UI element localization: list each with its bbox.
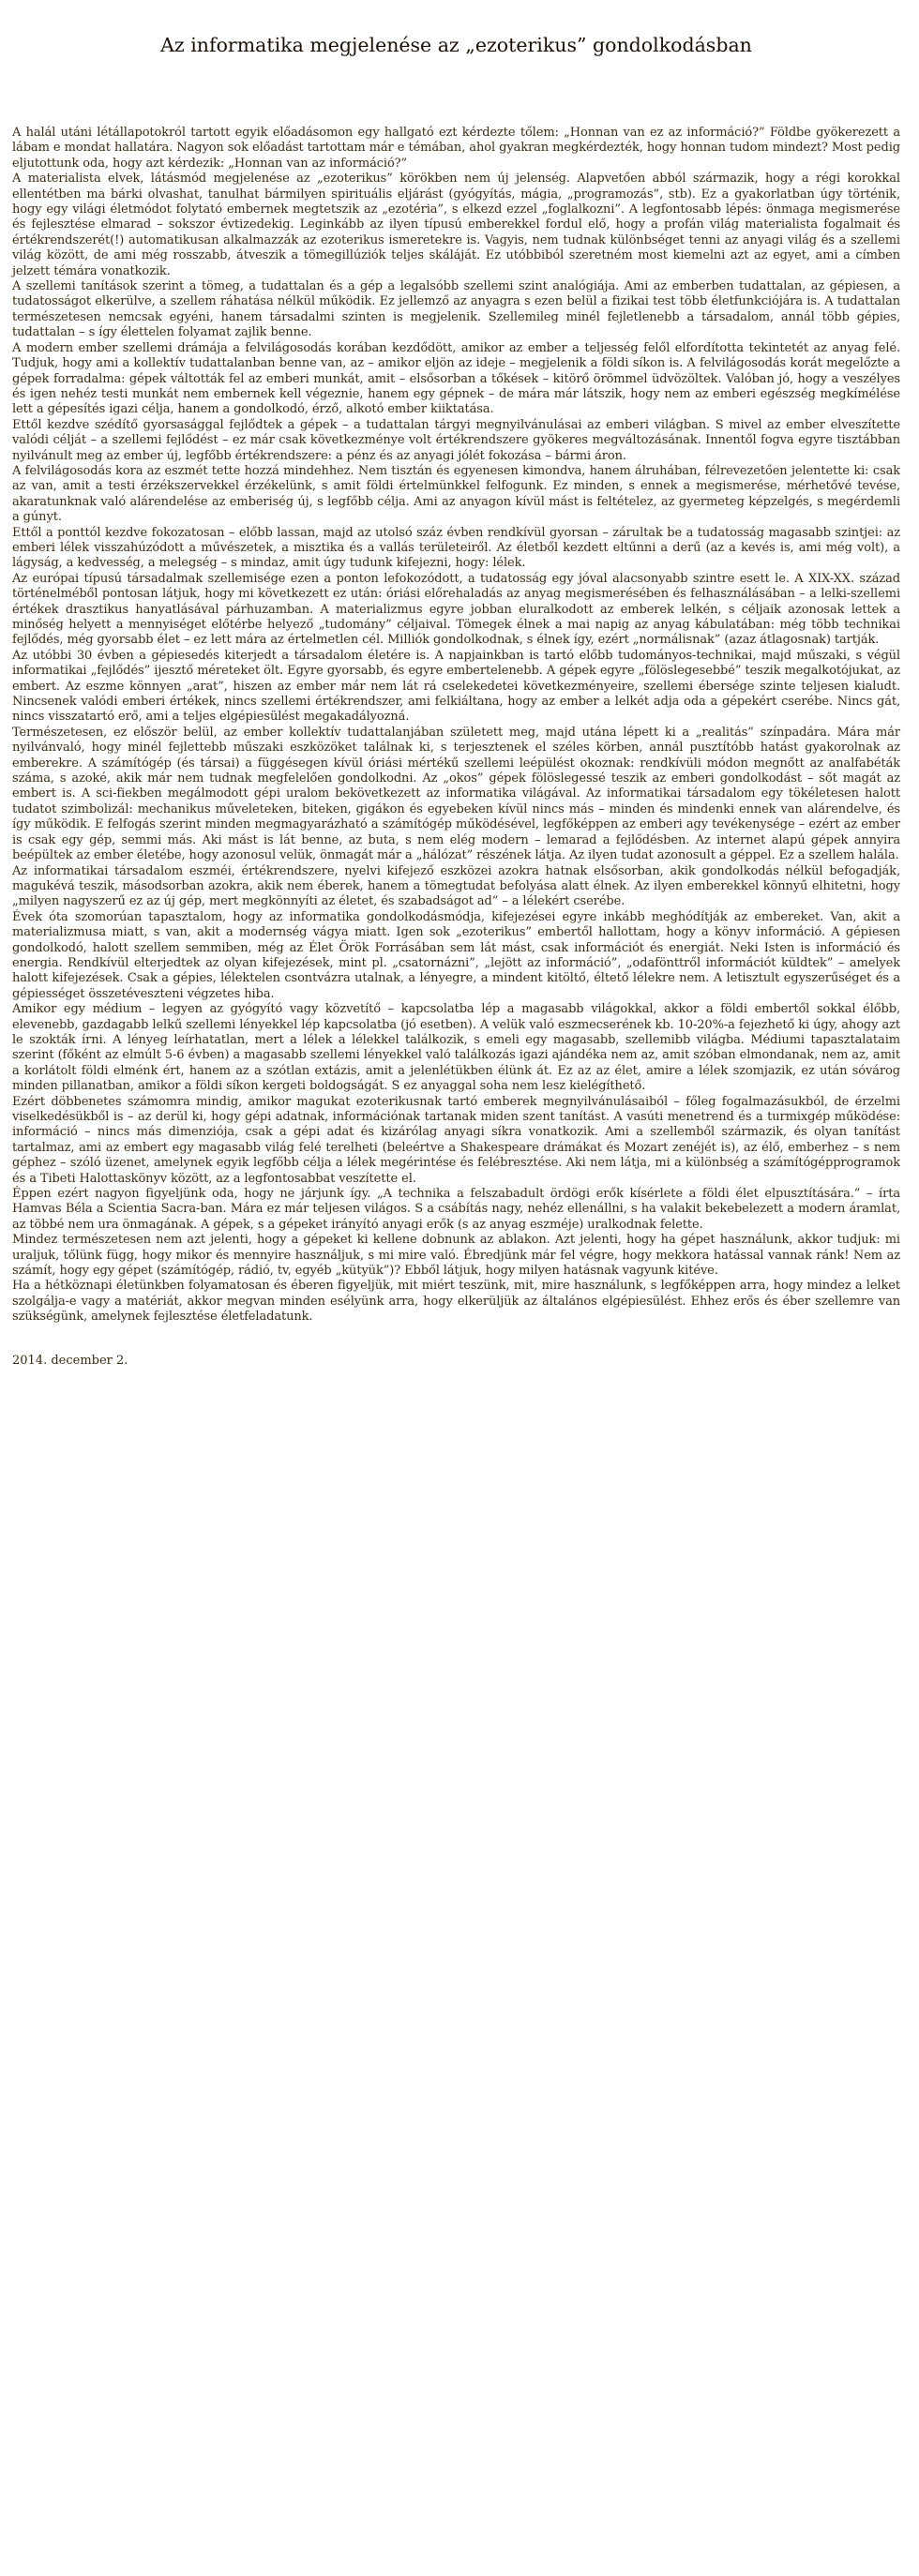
paragraph: Ezért döbbenetes számomra mindig, amikor magukat ezoterikusnak tartó emberek megnyilvánulásaiból – főleg fogalmazásukból, de érzelmi viselkedésükből is – az derül ki, hogy gépi adatnak, információnak tartanak miden szent tanítást. A vasúti menetrend és a turmixgép működése: információ – nincs más dimenziója, csak a gépi adat és kizárólag anyagi síkra vonatkozik. Ami a szellemből származik, és olyan tanítást tartalmaz, ami az embert egy magasabb világ felé terelheti (beleértve a Shakespeare drámákat és Mozart zenéjét is), az élő, emberhez – s nem géphez – szóló üzenet, amelynek egyik legfőbb célja a lélek megérintése és felébresztése. Aki nem látja, mi a különbség a számítógépprogramok és a Tibeti Halottaskönyv között, az a legfontosabbat veszítette el. <box>12 1094 900 1186</box>
paragraph: A materialista elvek, látásmód megjelenése az „ezoterikus” körökben nem új jelenség. Alapvetően abból származik, hogy a régi korokkal ellentétben ma bárki olvashat, tanulhat bármilyen spirituális eljárást (gyógyítás, mágia, „programozás”, stb). Ez a gyakorlatban úgy történik, hogy egy világi életmódot folytató embernek megtetszik az „ezotéria”, s elkezd ezzel „foglalkozni”. A legfontosabb lépés: önmaga megismerése és fejlesztése elmarad – sokszor évtizedekig. Leginkább az ilyen típusú emberekkel fordul elő, hogy a profán világ materialista fogalmait és értékrendszerét(!) automatikusan alkalmazzák az ezoterikus ismeretekre is. Vagyis, nem tudnak különbséget tenni az anyagi világ és a szellemi világ között, de ami még rosszabb, átveszik a tömegillúziók teljes skáláját. Ez utóbbiból szeretném most kiemelni azt az egyet, ami a címben jelzett témára vonatkozik. <box>12 172 900 278</box>
article-title: Az informatika megjelenése az „ezoterikus” gondolkodásban <box>160 34 752 56</box>
paragraph: Az utóbbi 30 évben a gépiesedés kiterjedt a társadalom életére is. A napjainkban is tartó előbb tudományos-technikai, majd műszaki, s végül informatikai „fejlődés” ijesztő méreteket ölt. Egyre gyorsabb, és egyre embertelenebb. A gépek egyre „fölöslegesebbé” teszik megalkotójukat, az embert. Az eszme könnyen „arat”, hiszen az ember már nem lát rá cselekedetei következményeire, szellemi ébersége szinte teljesen kialudt. Nincsenek valódi emberi értékek, nincs szellemi értékrendszer, ami felkiáltana, hogy az ember a lelkét adja oda a gépekért cserébe. Nincs gát, nincs visszatartó erő, ami a teljes elgépiesülést megakadályozná. <box>12 648 900 725</box>
paragraph: Ettől a ponttól kezdve fokozatosan – előbb lassan, majd az utolsó száz évben rendkívül gyorsan – zárultak be a tudatosság magasabb szintjei: az emberi lélek visszahúzódott a művészetek, a misztika és a vallás területeiről. Az életből kezdett eltűnni a derű (az a kevés is, ami még volt), a lágyság, a kedvesség, a melegség – s mindaz, amit úgy tudunk kifejezni, hogy: lélek. <box>12 525 900 571</box>
paragraph: Az informatikai társadalom eszméi, értékrendszere, nyelvi kifejező eszközei azokra hatnak elsősorban, akik gondolkodás nélkül befogadják, magukévá teszik, másodsorban azokra, akik nem éberek, hanem a tömegtudat befolyása alatt élnek. Az ilyen emberekkel könnyű elhitetni, hogy „milyen nagyszerű ez az új gép, mert megkönnyíti az életet, és szabadságot ad” – a lélekért cserébe. <box>12 863 900 909</box>
paragraph: Természetesen, ez először belül, az ember kollektív tudattalanjában született meg, majd utána lépett ki a „realitás” színpadára. Mára már nyilvánvaló, hogy minél fejlettebb műszaki eszközöket találnak ki, s terjesztenek el széles körben, annál pusztítóbb hatást gyakorolnak az emberekre. A számítógép (és társai) a függésegen kívül óriási mértékű szellemi leépülést okoznak: rendkívüli módon megnőtt az analfabéták száma, s azoké, akik már nem tudnak megfelelően gondolkodni. Az „okos” gépek fölöslegessé teszik az emberi gondolkodást – sőt magát az embert is. A sci-fiekben megálmodott gépi uralom bekövetkezett az informatika világával. Az informatikai társadalom egy tökéletesen halott tudatot szimbolizál: mechanikus műveleteken, biteken, gigákon és egyebeken kívül nincs más – minden és mindenki ennek van alárendelve, és így működik. E felfogás szerint minden megmagyarázható a számítógép működésével, legfőképpen az emberi agy tevékenysége – ezért az ember is csak egy gép, semmi más. Aki mást is lát benne, az buta, s nem elég modern – lemarad a fejlődésben. Az internet alapú gépek annyira beépültek az ember életébe, hogy azonosul velük, önmagát már a „hálózat” részének látja. Az ilyen tudat azonosult a géppel. Ez a szellem halála. <box>12 725 900 863</box>
paragraph: Éppen ezért nagyon figyeljünk oda, hogy ne járjunk így. „A technika a felszabadult ördögi erők kísérlete a földi élet elpusztítására.” – írta Hamvas Béla a Scientia Sacra-ban. Mára ez már teljesen világos. S a csábítás nagy, nehéz ellenállni, s ha valakit bekebelezett a modern áramlat, az többé nem ura önmagának. A gépek, s a gépeket irányító anyagi erők (s az anyag eszméje) uralkodnak felette. <box>12 1187 900 1232</box>
paragraph: A felvilágosodás kora az eszmét tette hozzá mindehhez. Nem tisztán és egyenesen kimondva, hanem álruhában, félrevezetően jelentette ki: csak az van, amit a testi érzékszervekkel érzékelünk, s amit földi értelmünkkel felfogunk. Ez minden, s ennek a megismerése, mérhetővé tevése, akaratunknak való alárendelése az emberiség új, s legfőbb célja. Ami az anyagon kívül mást is feltételez, az gyermeteg képzelgés, s megérdemli a gúnyt. <box>12 463 900 525</box>
article-date: 2014. december 2. <box>12 1353 128 1368</box>
paragraph: A modern ember szellemi drámája a felvilágosodás korában kezdődött, amikor az ember a teljesség felől elfordította tekintetét az anyag felé. Tudjuk, hogy ami a kollektív tudattalanban benne van, az – amikor eljön az ideje – megjelenik a földi síkon is. A felvilágosodás korát megelőzte a gépek forradalma: gépek váltották fel az emberi munkát, amit – elsősorban a tőkések – kitörő örömmel üdvözöltek. Valóban jó, hogy a veszélyes és igen nehéz testi munkát nem embernek kell végeznie, hanem egy gépnek – de mára már látszik, hogy nem az emberi egészség megkímélése lett a gépesítés igazi célja, hanem a gondolkodó, érző, alkotó ember kiiktatása. <box>12 340 900 417</box>
article-body <box>12 126 900 1325</box>
paragraph: Évek óta szomorúan tapasztalom, hogy az informatika gondolkodásmódja, kifejezései egyre inkább meghódítják az embereket. Van, akit a materializmusa miatt, s van, akit a modernség vágya miatt. Igen sok „ezoterikus” embertől hallottam, hogy a könyv információ. A gépiesen gondolkodó, halott szellem semmiben, még az Élet Örök Forrásában sem lát mást, csak információt és energiát. Neki Isten is információ és energia. Rendkívül elterjedtek az olyan kifejezések, mint pl. „csatornázni”, „lejött az információ”, „odafönttről információt küldtek” – amelyek halott kifejezések. Csak a gépies, lélektelen csontvázra utalnak, a lényegre, a mindent kitöltő, éltető lélekre nem. A letisztult egyszerűséget és a gépiességet összetéveszteni végzetes hiba. <box>12 909 900 1001</box>
paragraph: Az európai típusú társadalmak szellemisége ezen a ponton lefokozódott, a tudatosság egy jóval alacsonyabb szintre esett le. A XIX-XX. század történelméből pontosan látjuk, hogy mi következett ez után: óriási előrehaladás az anyag megismerésében és felhasználásában – a lelki-szellemi értékek drasztikus hanyatlásával párhuzamban. A materializmus egyre jobban eluralkodott az emberek lelkén, s céljaik azonosak lettek a minőség helyett a mennyiséget előtérbe helyező „tudomány” céljaival. Tömegek élnek a mai napig az anyag kábulatában: még több technikai fejlődés, még gyorsabb élet – ez lett mára az értelmetlen cél. Milliók gondolkodnak, s élnek így, ezért „normálisnak” (azaz átlagosnak) tartják. <box>12 571 900 648</box>
paragraph: Amikor egy médium – legyen az gyógyító vagy közvetítő – kapcsolatba lép a magasabb világokkal, akkor a földi embertől sokkal élőbb, elevenebb, gazdagabb lelkű szellemi lényekkel lép kapcsolatba (jó esetben). A velük való eszmecserének kb. 10-20%-a fejezhető ki úgy, ahogy azt le szokták írni. A lényeg leírhatatlan, mert a lélek a lélekkel találkozik, s emeli egy magasabb, szellemibb világba. Médiumi tapasztalataim szerint (főként az elmúlt 5-6 évben) a magasabb szellemi lényekkel való találkozás igazi ajándéka nem az, amit szóban elmondanak, nem az, amit a korlátolt földi elménk ért, hanem az a szótlan extázis, amit a jelenlétükben élünk át. Ez az az élet, amire a lélek szomjazik, ez után sóvárog minden pillanatban, amikor a földi síkon kergeti boldogságát. S ez anyaggal soha nem lesz kielégíthető. <box>12 1002 900 1094</box>
paragraph: A szellemi tanítások szerint a tömeg, a tudattalan és a gép a legalsóbb szellemi szint analógiája. Ami az emberben tudattalan, az gépiesen, a tudatosságot elkerülve, a szellem ráhatása nélkül működik. Ez jellemző az anyagra s ezen belül a fizikai test több életfunkciójára is. A tudattalan természetesen nemcsak egyéni, hanem társadalmi szinten is megjelenik. Szellemileg minél fejletlenebb a társadalom, annál több gépies, tudattalan – s így élettelen folyamat zajlik benne. <box>12 279 900 340</box>
paragraph: Ha a hétköznapi életünkben folyamatosan és éberen figyeljük, mit miért teszünk, mit, mire használunk, s legfőképpen arra, hogy mindez a lelket szolgálja-e vagy a matériát, akkor megvan minden esélyünk arra, hogy elkerüljük az általános elgépiesülést. Ehhez erős és éber szellemre van szükségünk, amelynek fejlesztése életfeladatunk. <box>12 1279 900 1325</box>
paragraph: Ettől kezdve szédítő gyorsasággal fejlődtek a gépek – a tudattalan tárgyi megnyilvánulásai az emberi világban. S mivel az ember elveszítette valódi célját – a szellemi fejlődést – ez már csak következménye volt értékrendszere gyökeres megváltozásának. Innentől fogva egyre tisztábban nyilvánult meg az ember új, legfőbb értékrendszere: a pénz és az anyagi jólét fokozása – bármi áron. <box>12 417 900 463</box>
paragraph: Mindez természetesen nem azt jelenti, hogy a gépeket ki kellene dobnunk az ablakon. Azt jelenti, hogy ha gépet használunk, akkor tudjuk: mi uraljuk, tőlünk függ, hogy mikor és mennyire használjuk, s mi mire való. Ébredjünk már fel végre, hogy mekkora hatással vannak ránk! Nem az számít, hogy egy gépet (számítógép, rádió, tv, egyéb „kütyük”)? Ebből látjuk, hogy milyen hatásnak vagyunk kitéve. <box>12 1233 900 1279</box>
paragraph: A halál utáni létállapotokról tartott egyik előadásomon egy hallgató ezt kérdezte tőlem: „Honnan van ez az információ?” Földbe gyökerezett a lábam e mondat hallatára. Nagyon sok előadást tartottam már e témában, ahol gyakran megkérdezték, hogy honnan tudom mindezt? Most pedig eljutottunk oda, hogy azt kérdezik: „Honnan van az információ?” <box>12 126 900 171</box>
